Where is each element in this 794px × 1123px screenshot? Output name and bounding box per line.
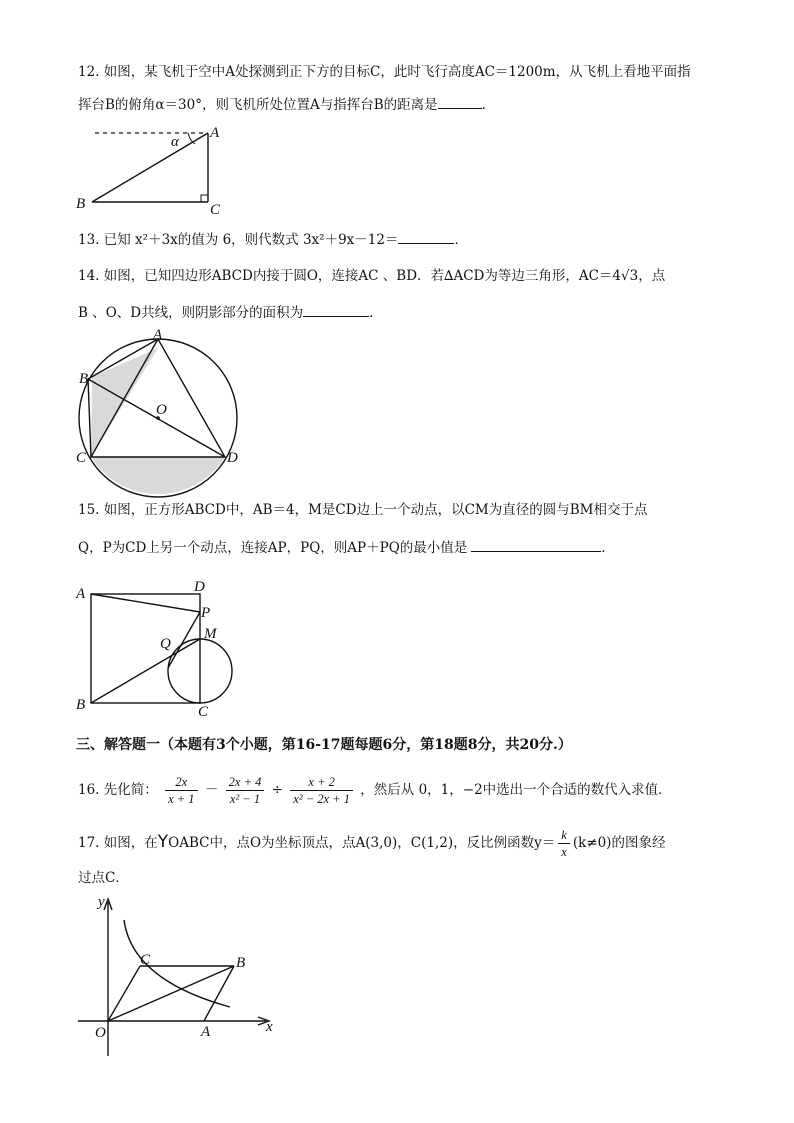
label-C: C — [140, 952, 151, 968]
q15-line2: Q，P为CD上另一个动点，连接AP，PQ，则AP＋PQ的最小值是 ． — [78, 537, 615, 558]
parallelogram-symbol: Y — [157, 832, 169, 852]
label-O: O — [156, 402, 167, 418]
label-A: A — [76, 586, 86, 602]
label-C: C — [210, 202, 221, 218]
q12-line2: 挥台B的俯角α＝30°，则飞机所处位置A与指挥台B的距离是 ． — [78, 94, 495, 115]
label-A: A — [210, 125, 220, 141]
label-B: B — [236, 955, 246, 971]
q12-figure — [70, 122, 240, 222]
label-D: D — [194, 579, 205, 595]
fraction-2: $\frac{2x + 4}{\text{x² − 1}}$ — [226, 774, 265, 807]
label-C: C — [76, 450, 87, 466]
label-C: C — [198, 704, 209, 720]
q15-figure — [70, 575, 250, 720]
fraction-k-x: $\frac{k}{x}$ — [558, 827, 570, 860]
q13-line: 13. 已知 x²＋3x的值为 6，则代数式 3x²＋9x－12＝ ． — [78, 229, 468, 250]
label-B: B — [76, 697, 86, 713]
q17-line2: 过点C． — [78, 870, 129, 886]
q14-figure — [70, 328, 250, 468]
answer-blank[interactable] — [471, 537, 601, 552]
fraction-1: $\frac{2x}{x + 1}$ — [165, 774, 197, 807]
label-B: B — [79, 371, 89, 387]
label-A: A — [201, 1024, 211, 1040]
label-alpha: α — [171, 134, 179, 150]
label-O: O — [95, 1025, 106, 1041]
answer-blank[interactable] — [438, 94, 482, 109]
label-B: B — [76, 196, 86, 212]
label-M: M — [204, 626, 217, 642]
section-heading: 三、解答题一（本题有3个小题，第16-17题每题6分，第18题8分，共20分.） — [76, 737, 572, 753]
answer-blank[interactable] — [303, 302, 369, 317]
label-x: x — [266, 1019, 273, 1035]
label-P: P — [201, 605, 211, 621]
label-y: y — [98, 894, 105, 910]
label-D: D — [227, 450, 238, 466]
q12-line1: 12. 如图，某飞机于空中A处探测到正下方的目标C，此时飞行高度AC＝1200m，从飞机上看地平面指 — [78, 64, 691, 80]
fraction-3: $\frac{x + 2}{\text{x² − 2x + 1}}$ — [290, 774, 353, 807]
label-Q: Q — [160, 636, 171, 652]
q14-line1: 14. 如图，已知四边形ABCD内接于圆O，连接AC 、BD．若∆ACD为等边三角形，AC＝4√3，点 — [78, 268, 666, 284]
q15-line1: 15. 如图，正方形ABCD中，AB＝4，M是CD边上一个动点，以CM为直径的圆与BM相交于点 — [78, 502, 648, 518]
answer-blank[interactable] — [398, 229, 454, 244]
q14-line2: B 、O、D共线，则阴影部分的面积为 ． — [78, 302, 383, 323]
q16-line: 16. 先化简： $\frac{2x}{x + 1}$ － $\frac{2x + 4}{\text{x² − 1}}$ ÷ $\frac{x + 2}{\text{x² − 2x + 1}}$ ，然后从 0，1，−2中选出一个合适的数代入求值． — [78, 775, 672, 806]
label-A: A — [153, 327, 163, 343]
q17-figure — [70, 890, 280, 1060]
q17-line1: 17. 如图，在YOABC中，点O为坐标顶点，点A(3,0)，C(1,2)，反比例函数y＝ $\frac{k}{x}$ (k≠0)的图象经 — [78, 828, 666, 859]
